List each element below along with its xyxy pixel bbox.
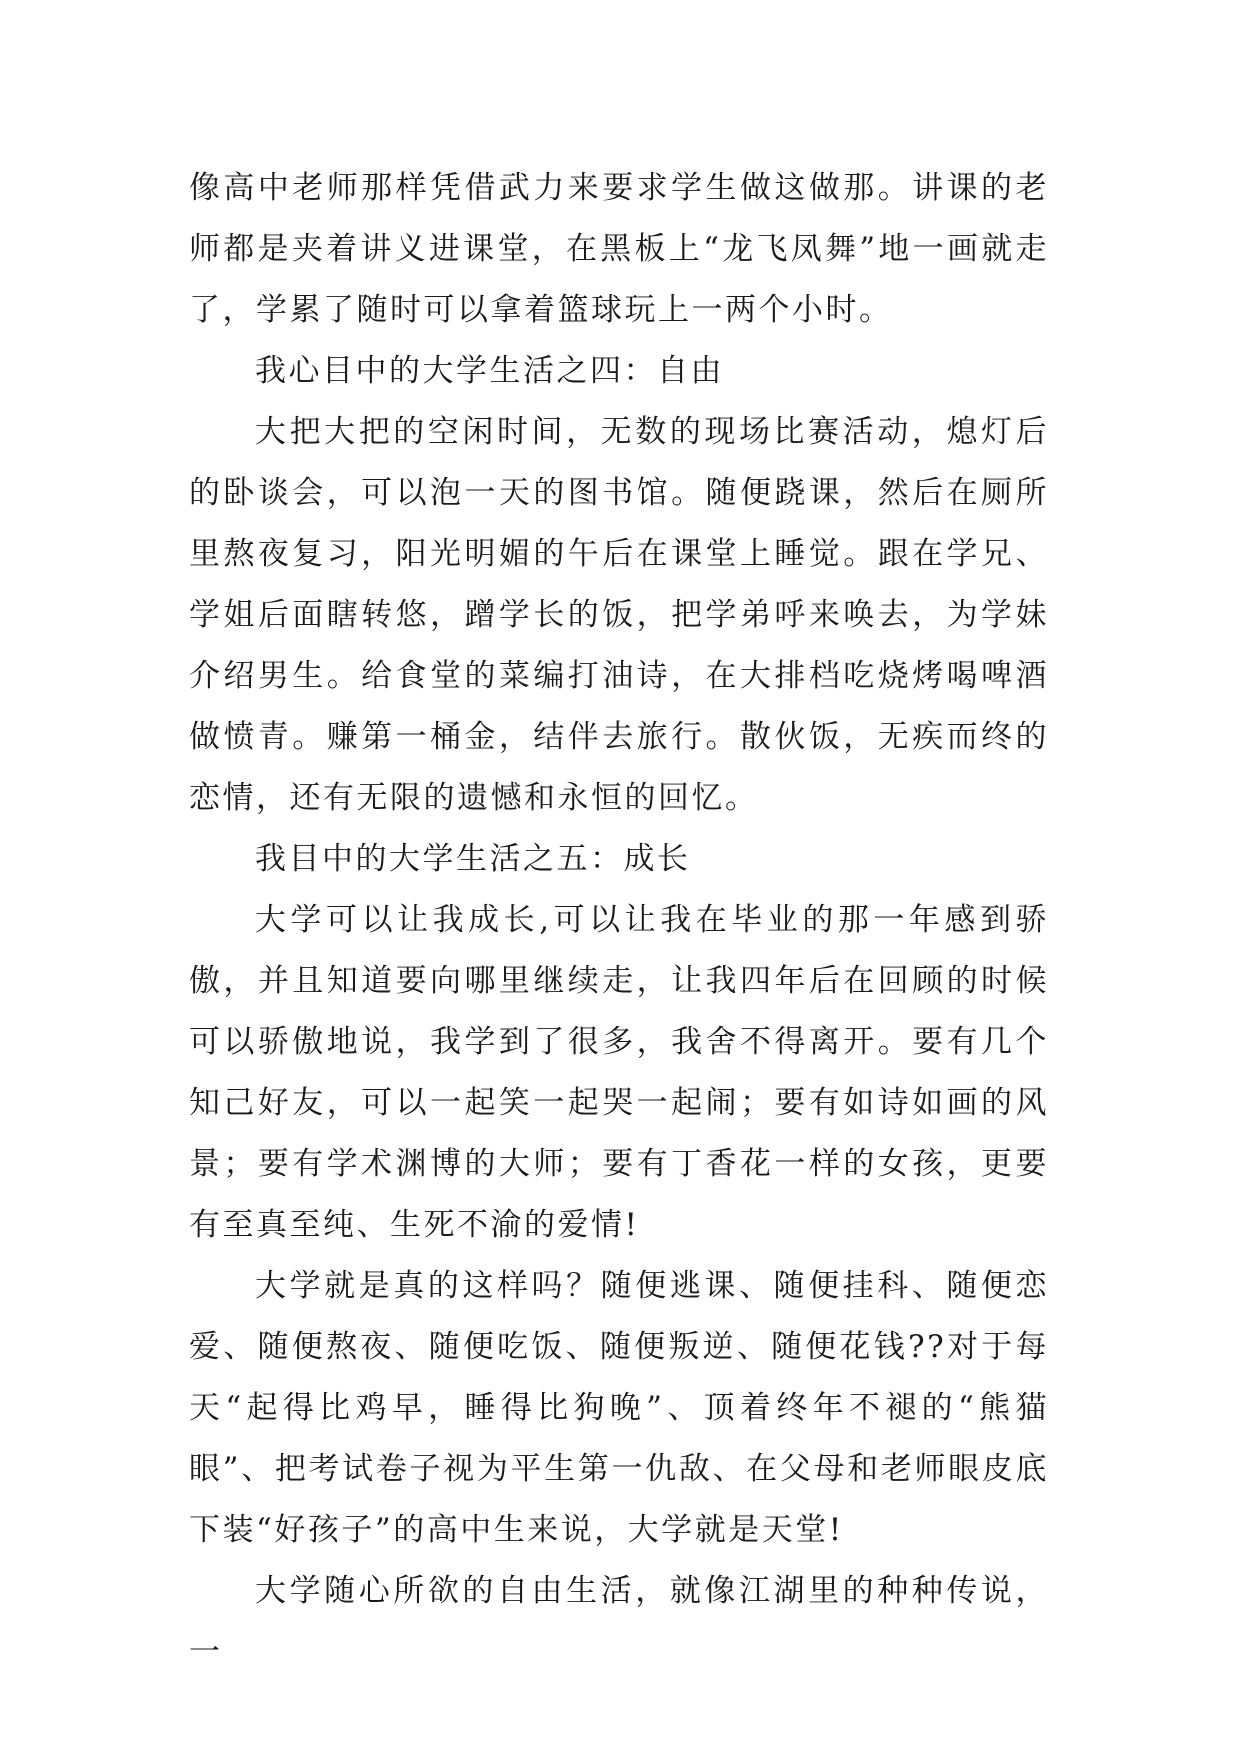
paragraph-continuation: 像高中老师那样凭借武力来要求学生做这做那。讲课的老师都是夹着讲义进课堂，在黑板上“龙飞凤舞”地一画就走了，学累了随时可以拿着篮球玩上一两个小时。	[189, 170, 1049, 328]
body-text	[189, 158, 1049, 1683]
paragraph-closing: 大学随心所欲的自由生活，就像江湖里的种种传说，一	[189, 1573, 1049, 1670]
section-heading-growth: 我目中的大学生活之五：成长	[255, 841, 691, 877]
paragraph-freedom: 大把大把的空闲时间，无数的现场比赛活动，熄灯后的卧谈会，可以泡一天的图书馆。随便跷课，然后在厕所里熬夜复习，阳光明媚的午后在课堂上睡觉。跟在学兄、学姐后面瞎转悠，蹭学长的饭，把学弟呼来唤去，为学妹介绍男生。给食堂的菜编打油诗，在大排档吃烧烤喝啤酒做愤青。赚第一桶金，结伴去旅行。散伙饭，无疾而终的恋情，还有无限的遗憾和永恒的回忆。	[189, 414, 1049, 816]
section-heading-freedom: 我心目中的大学生活之四：自由	[255, 353, 724, 389]
paragraph-question: 大学就是真的这样吗？随便逃课、随便挂科、随便恋爱、随便熬夜、随便吃饭、随便叛逆、随便花钱??对于每天“起得比鸡早，睡得比狗晚”、顶着终年不褪的“熊猫眼”、把考试卷子视为平生第一仇敌、在父母和老师眼皮底下装“好孩子”的高中生来说，大学就是天堂!	[189, 1268, 1049, 1548]
paragraph-growth: 大学可以让我成长,可以让我在毕业的那一年感到骄傲，并且知道要向哪里继续走，让我四年后在回顾的时候可以骄傲地说，我学到了很多，我舍不得离开。要有几个知己好友，可以一起笑一起哭一起闹；要有如诗如画的风景；要有学术渊博的大师；要有丁香花一样的女孩，更要有至真至纯、生死不渝的爱情!	[189, 902, 1049, 1243]
